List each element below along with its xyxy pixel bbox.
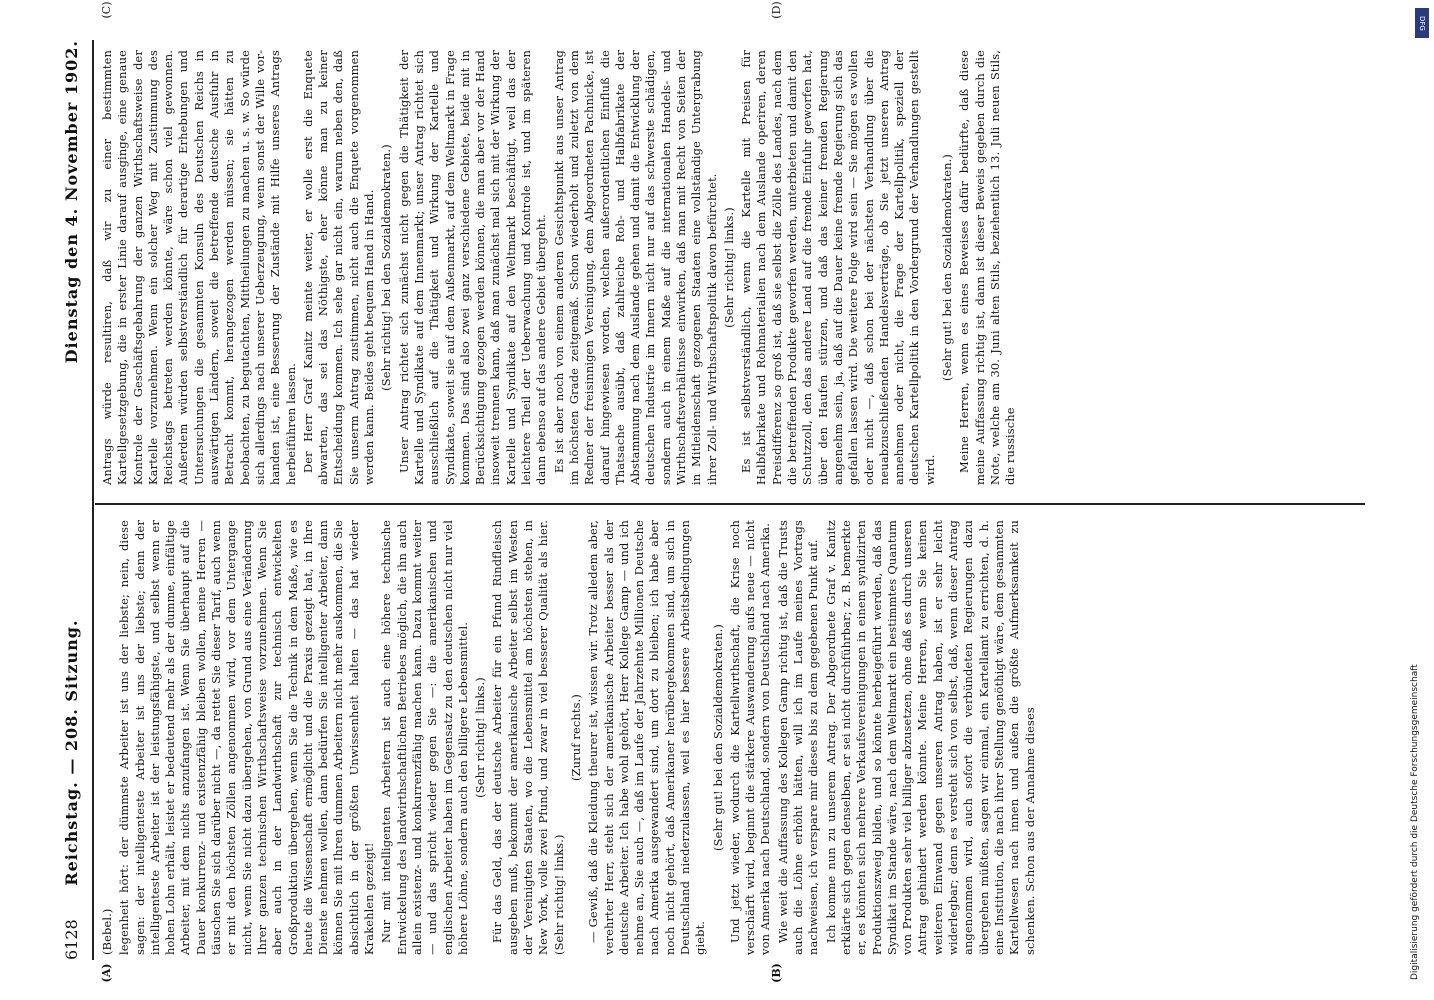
left-column-paragraph: (Sehr gut! bei den Sozialdemokraten.) (710, 624, 725, 851)
marker-a: (A) (100, 963, 113, 983)
header-left (62, 520, 90, 960)
session-date: Dienstag den 4. November 1902. (62, 40, 81, 364)
marker-b: (B) (770, 963, 783, 983)
left-column-paragraph: Ich komme nun zu unserem Antrag. Der Abgeordnete Graf v. Kanitz erklärte sich gegen denselben, er sei nicht durchführbar; z. B. bemerkte er, es könnten sich mehrere Verkaufsvereinigungen in einem syndizirten Produktionszweig bilden, und so könnte herbeigeführt werden, daß das Syndikat im Stande wäre, nach dem Weltmarkt ein bestimmtes Quantum von Produkten sehr viel billiger abzusetzen, ohne daß es durch unseren Antrag gehindert werden könnte. Meine Herren, wenn Sie keinen weiteren Einwand gegen unseren Antrag haben, ist er sehr leicht widerlegbar; denn es versteht sich von selbst, daß, wenn dieser Antrag angenommen wird, auch sofort die verbündeten Regierungen dazu übergehen müßten, sagen wir einmal, ein Kartellamt zu errichten, d. h. eine Institution, die nach ihrer Stellung genöthigt wäre, dem gesammten Kartellwesen nach innen und außen die größte Aufmerksamkeit zu schenken. Schon aus der Annahme dieses (823, 520, 1037, 955)
left-column-paragraph: Für das Geld, das der deutsche Arbeiter für ein Pfund Rindfleisch ausgeben muß, bekommt der amerikanische Arbeiter selbst im Westen der Vereinigten Staaten, wo die Lebensmittel am höchsten stehen, in New York, volle zwei Pfund, und zwar in viel besserer Qualität als hier. (Sehr richtig! links.) (490, 520, 566, 955)
left-column-paragraph: (Sehr richtig! links.) (473, 677, 488, 798)
left-column-paragraph: — Gewiß, daß die Kleidung theurer ist, wissen wir. Trotz alledem aber, verehrter Herr, steht sich der amerikanische Arbeiter besser als der deutsche Arbeiter. Ich habe wohl gehört, Herr Kollege Gamp — und ich nehme an, Sie auch —, daß im Laufe der Jahrzehnte Millionen Deutsche nach Amerika ausgewandert sind, um dort zu bleiben; ich habe aber noch nicht gehört, daß Amerikaner herübergekommen sind, um sich in Deutschland niederzulassen, weil es hier bessere Arbeitsbedingungen giebt. (586, 520, 708, 955)
header-right (62, 40, 90, 480)
right-column-paragraph: Es ist aber noch von einem anderen Gesichtspunkt aus unser Antrag im höchsten Grade zeitgemäß. Schon wiederholt und zuletzt von dem Redner der freisinnigen Vereinigung, dem Abgeordneten Pachnicke, ist darauf hingewiesen worden, welchen außerordentlichen Einfluß die Thatsache ausübt, daß zahlreiche Roh- und Halbfabrikate der Abstammung nach dem Auslande gehen und damit die Entwicklung der deutschen Industrie im Innern nicht nur auf das schwerste schädigen, sondern auch in einem Maße auf die internationalen Handels- und Wirthschaftsverhältnisse einwirken, daß man mit Recht von Seiten der in Mitleidenschaft gezogenen Staaten eine vollständige Untergrabung ihrer Zoll- und Wirthschaftspolitik davon befürchtet. (551, 50, 719, 485)
right-column-paragraph: Der Herr Graf Kanitz meinte weiter, er wolle erst die Enquete abwarten, das sei das Nöthigste, eher könne man zu keiner Entscheidung kommen. Ich sehe gar nicht ein, warum neben den, daß Sie unserm Antrag zustimmen, nicht auch die Enquete vorgenommen werden kann. Beides geht bequem Hand in Hand. (300, 50, 377, 485)
column-divider (95, 503, 1365, 505)
page-number: 6128 (62, 919, 81, 960)
left-column-paragraph: (Zuruf rechts.) (568, 694, 583, 781)
marker-d: (D) (770, 1, 783, 19)
dfg-badge: DFG (1415, 8, 1429, 38)
right-column-paragraph: (Sehr richtig! links.) (721, 207, 736, 328)
page-title: Reichstag. — 208. Sitzung. (62, 619, 81, 886)
right-column-paragraph: Antrags würde resultiren, daß wir zu einer bestimmten Kartellgesetzgebung, die in erster Linie darauf ausginge, eine genaue Kontrole der Geschäftsgebahrung der ganzen Wirthschaftsweise der Kartelle vorzunehmen. Wenn ein solcher Weg mit Zustimmung des Reichstags betreten werden könnte, wäre schon viel gewonnen. Außerdem würden selbstverständlich für derartige Erhebungen und Untersuchungen die gesammten Konsuln des Deutschen Reichs in auswärtigen Ländern, soweit die betreffende deutsche Ausfuhr in Betracht kommt, herangezogen werden müssen; sie hätten zu beobachten, zu begutachten, Mittheilungen zu machen u. s. w. So würde sich allerdings nach unserer Ueberzeugung, wenn sonst der Wille vorhanden ist, eine Besserung der Zustände mit Hilfe unseres Antrags herbeiführen lassen. (100, 50, 298, 485)
right-column-paragraph: Meine Herren, wenn es eines Beweises dafür bedürfte, daß diese meine Auffassung richtig ist, dann ist dieser Beweis gegeben durch die Note, welche am 30. Juni alten Stils, beziehentlich 13. Juli neuen Stils, die russische (957, 50, 1018, 485)
right-column (100, 50, 1365, 485)
header-rule (92, 40, 94, 960)
left-column-paragraph: legenheit hört: der dümmste Arbeiter ist uns der liebste; nein, diese sagen: der intelligenteste Arbeiter ist uns der liebste; denn der intelligenteste Arbeiter ist der leistungsfähigste, und selbst wenn er hohen Lohn erhält, leistet er bedeutend mehr als der dumme, einfältige Arbeiter, mit dem nichts anzufangen ist. Wenn Sie überhaupt auf die Dauer konkurrenz- und existenzfähig bleiben wollen, meine Herren — täuschen Sie sich darüber nicht —, da rettet Sie dieser Tarif, auch wenn er mit den höchsten Zöllen angenommen wird, vor dem Untergange nicht, wenn Sie nicht dazu übergehen, von Grund aus eine Veränderung Ihrer ganzen technischen Wirthschaftsweise vorzunehmen. Wenn Sie aber auch in der Landwirthschaft zur technisch entwickelten Großproduktion übergehen, wenn Sie die Technik in dem Maße, wie es heute die Wissenschaft ermöglicht und die Praxis gezeigt hat, in Ihre Dienste nehmen wollen, dann bedürfen Sie intelligenter Arbeiter, dann können Sie mit Ihren dummen Arbeitern nicht mehr auskommen, die Sie absichtlich in der größten Unwissenheit halten — das hat wieder Krakehlen gezeigt! (117, 520, 377, 955)
left-column-paragraph: (Bebel.) (100, 908, 114, 955)
right-column-paragraph: Es ist selbstverständlich, wenn die Kartelle mit Preisen für Halbfabrikate und Rohmaterialien nach dem Auslande operiren, deren Preisdifferenz so groß ist, daß sie selbst die Zölle des Landes, nach dem die betreffenden Produkte geworfen werden, unterbieten und damit den Schutzzoll, den das andere Land auf die fremde Einfuhr geworfen hat, über den Haufen stürzen, und daß das keiner fremden Regierung angenehm sein, ja, daß auf die Dauer keine fremde Regierung sich das gefallen lassen wird. Die weitere Folge wird sein — Sie mögen es wollen oder nicht —, daß schon bei der nächsten Verhandlung über die neuabzuschließenden Handelsverträge, ob Sie jetzt unseren Antrag annehmen oder nicht, die Frage der Kartellpolitik, speziell der deutschen Kartellpolitik in den Vordergrund der Verhandlungen gestellt wird. (739, 50, 937, 485)
left-column (100, 520, 1365, 955)
right-column-paragraph: (Sehr richtig! bei den Sozialdemokraten.) (379, 144, 394, 391)
marker-c: (C) (100, 1, 113, 19)
left-column-paragraph: Wie weit die Auffassung des Kollegen Gamp richtig ist, daß die Trusts auch die Löhne erhöht hätten, will ich im Laufe meines Vortrags nachweisen, ich verspare mir dieses bis zu dem gegebenen Punkt auf. (775, 520, 821, 955)
left-column-paragraph: Und jetzt wieder, wodurch die Kartellwirthschaft, die Krise noch verschärft wird, beginnt die stärkere Auswanderung aufs neue — nicht von Amerika nach Deutschland, sondern von Deutschland nach Amerika. (727, 520, 773, 955)
left-column-paragraph: Nur mit intelligenten Arbeitern ist auch eine höhere technische Entwickelung des landwirthschaftlichen Betriebes möglich, die ihn auch allein existenz- und konkurrenzfähig machen kann. Dazu kommt weiter — und das spricht wieder gegen Sie —: die amerikanischen und englischen Arbeiter haben im Gegensatz zu den deutschen nicht nur viel höhere Löhne, sondern auch den billigere Lebensmittel. (379, 520, 470, 955)
right-column-paragraph: Unser Antrag richtet sich zunächst nicht gegen die Thätigkeit der Kartelle und Syndikate auf dem Innenmarkt; unser Antrag richtet sich ausschließlich auf die Thätigkeit und Wirkung der Kartelle und Syndikate, soweit sie auf dem Außenmarkt, auf dem Weltmarkt in Frage kommen. Das sind also zwei ganz verschiedene Gebiete, beide mit in Berücksichtigung gezogen werden können, die man aber vor der Hand insoweit trennen kann, daß man zunächst mal sich mit der Wirkung der Kartelle und Syndikate auf den Weltmarkt beschäftigt, weil das der leichtere Theil der Ueberwachung und Kontrole ist, und im späteren dann ebenso auf das andere Gebiet übergeht. (396, 50, 549, 485)
credit-text: Digitalisierung gefördert durch die Deutsche Forschungsgemeinschaft (1410, 664, 1420, 980)
right-column-paragraph: (Sehr gut! bei den Sozialdemokraten.) (940, 154, 955, 381)
